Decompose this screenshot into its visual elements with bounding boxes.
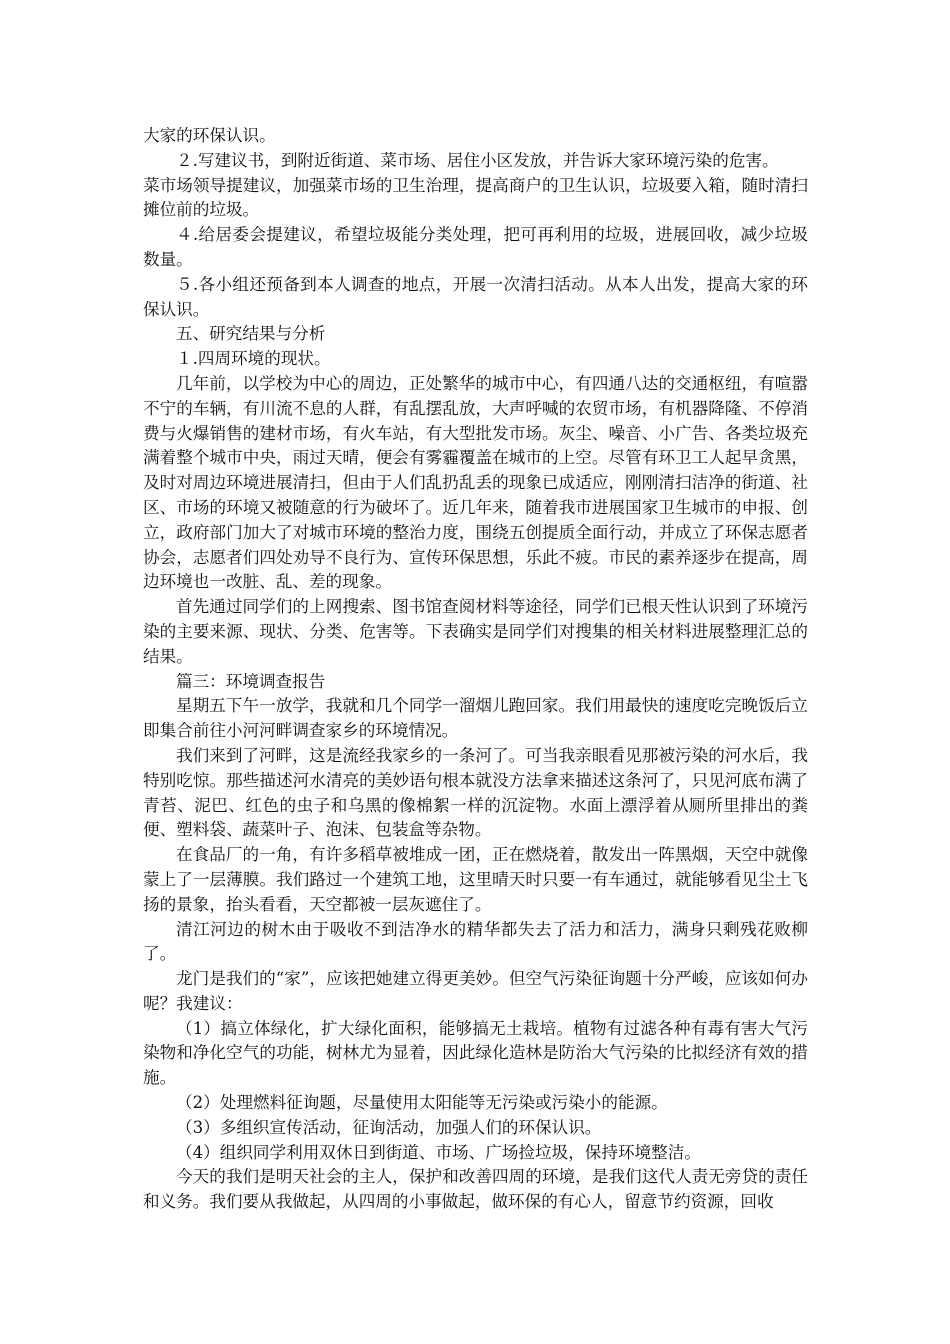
section-heading: 五、研究结果与分析 (176, 324, 326, 344)
paragraph: ５.各小组还预备到本人调查的地点，开展一次清扫活动。从本人出发，提高大家的环保认识。 (143, 274, 808, 319)
paragraph: 清江河边的树木由于吸收不到洁净水的精华都失去了活力和活力，满身只剩残花败柳了。 (143, 919, 808, 964)
paragraph: ４.给居委会提建议，希望垃圾能分类处理，把可再利用的垃圾，进展回收，减少垃圾数量。 (143, 225, 808, 269)
paragraph: 首先通过同学们的上网搜索、图书馆查阅材料等途径，同学们已根天性认识到了环境污染的主要来源、现状、分类、危害等。下表确实是同学们对搜集的相关材料进展整理汇总的结果。 (143, 597, 808, 666)
list-item: （2）处理燃料征询题，尽量使用太阳能等无污染或污染小的能源。 (176, 1093, 668, 1113)
list-item: （3）多组织宣传活动，征询活动，加强人们的环保认识。 (176, 1117, 602, 1137)
list-item: （4）组织同学利用双休日到街道、市场、广场捡垃圾，保持环境整洁。 (176, 1142, 701, 1162)
paragraph: 龙门是我们的“家”，应该把她建立得更美妙。但空气污染征询题十分严峻，应该如何办呢？我建议： (143, 969, 808, 1013)
paragraph: 几年前，以学校为中心的周边，正处繁华的城市中心，有四通八达的交通枢纽，有喧嚣不宁的车辆，有川流不息的人群，有乱摆乱放，大声呼喊的农贸市场，有机器降隆、不停消费与火爆销售的建材市场，有火车站，有大型批发市场。灰尘、噪音、小广告、各类垃圾充满着整个城市中央，雨过天晴，便会有雾霾覆盖在城市的上空。尽管有环卫工人起早贪黑，及时对周边环境进展清扫，但由于人们乱扔乱丢的现象已成适应，刚刚清扫洁净的街道、社区、市场的环境又被随意的行为破坏了。近几年来，随着我市进展国家卫生城市的申报、创立，政府部门加大了对城市环境的整治力度，围绕五创提质全面行动，并成立了环保志愿者协会，志愿者们四处劝导不良行为、宣传环保思想，乐此不疲。市民的素养逐步在提高，周边环境也一改脏、乱、差的现象。 (143, 373, 808, 592)
paragraph: 在食品厂的一角，有许多稻草被堆成一团，正在燃烧着，散发出一阵黑烟，天空中就像蒙上了一层薄膜。我们路过一个建筑工地，这里晴天时只要一有车通过，就能够看见尘土飞扬的景象，抬头看看，天空都被一层灰遮住了。 (143, 845, 808, 914)
paragraph: 今天的我们是明天社会的主人，保护和改善四周的环境，是我们这代人责无旁贷的责任和义务。我们要从我做起，从四周的小事做起，做环保的有心人，留意节约资源，回收 (143, 1167, 808, 1212)
paragraph: 星期五下午一放学，我就和几个同学一溜烟儿跑回家。我们用最快的速度吃完晚饭后立即集合前往小河河畔调查家乡的环境情况。 (143, 696, 808, 741)
section-heading: 篇三：环境调查报告 (176, 671, 326, 691)
subsection-heading: １.四周环境的现状。 (176, 349, 331, 369)
document-body (143, 124, 808, 1215)
list-item: （1）搞立体绿化，扩大绿化面积，能够搞无土栽培。植物有过滤各种有毒有害大气污染物和净化空气的功能，树林尤为显着，因此绿化造林是防治大气污染的比拟经济有效的措施。 (143, 1018, 808, 1088)
paragraph: 菜市场领导提建议，加强菜市场的卫生治理，提高商户的卫生认识，垃圾要入箱，随时清扫摊位前的垃圾。 (143, 175, 808, 220)
paragraph: 我们来到了河畔，这是流经我家乡的一条河了。可当我亲眼看见那被污染的河水后，我特别吃惊。那些描述河水清亮的美妙语句根本就没方法拿来描述这条河了，只见河底布满了青苔、泥巴、红色的虫子和乌黑的像棉絮一样的沉淀物。水面上漂浮着从厕所里排出的粪便、塑料袋、蔬菜叶子、泡沫、包装盒等杂物。 (143, 745, 808, 840)
paragraph: ２.写建议书，到附近街道、菜市场、居住小区发放，并告诉大家环境污染的危害。 (176, 150, 779, 170)
paragraph: 大家的环保认识。 (143, 126, 276, 145)
